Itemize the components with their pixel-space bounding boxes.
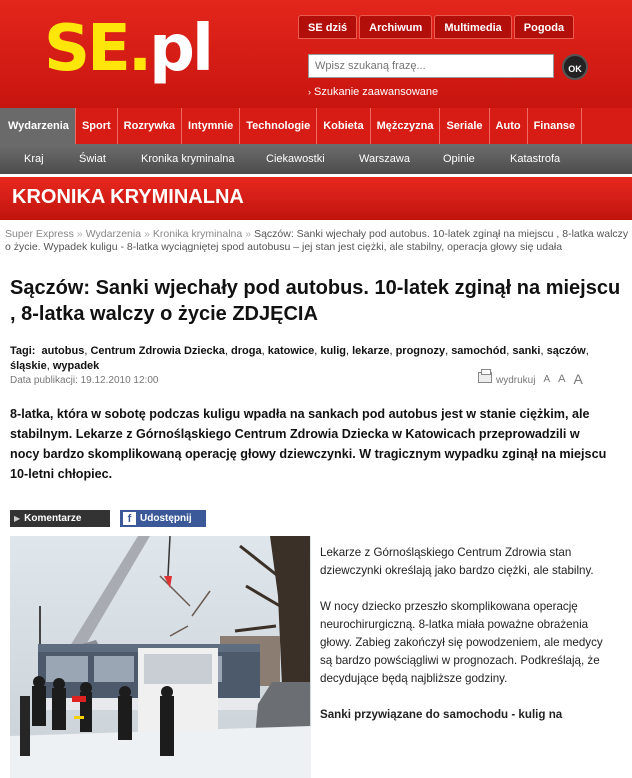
logo-pl: pl (149, 12, 211, 86)
site-header (0, 0, 632, 108)
nav-item-intymnie[interactable]: Intymnie (182, 108, 240, 144)
nav-item-finanse[interactable]: Finanse (528, 108, 583, 144)
publication-date: Data publikacji: 19.12.2010 12:00 (10, 375, 159, 386)
subnav-item-kraj[interactable]: Kraj (24, 153, 44, 165)
tag-link[interactable]: lekarze (352, 345, 390, 357)
tag-link[interactable]: samochód (451, 345, 507, 357)
share-label: Udostępnij (140, 513, 192, 524)
subnav-item-kronika-kryminalna[interactable]: Kronika kryminalna (141, 153, 235, 165)
facebook-icon: f (123, 512, 136, 525)
print-link[interactable] (478, 372, 535, 386)
top-nav (298, 15, 574, 39)
top-link-multimedia[interactable]: Multimedia (434, 15, 511, 39)
search-input[interactable] (308, 54, 554, 78)
print-label: wydrukuj (496, 375, 536, 386)
breadcrumb-separator: » (245, 228, 252, 240)
chevron-right-icon: › (308, 87, 311, 97)
article-photo[interactable] (10, 536, 311, 778)
top-link-se-dzis[interactable]: SE dziś (298, 15, 357, 39)
body-paragraph: Lekarze z Górnośląskiego Centrum Zdrowia stan dziewczynki określają jako bardzo ciężki, ale stabilny. (320, 546, 594, 577)
tag-link[interactable]: sączów (546, 345, 586, 357)
article-lead: 8-latka, która w sobotę podczas kuligu wpadła na sankach pod autobus jest w stanie ciężkim, ale stabilnym. Lekarze z Górnośląskiego Centrum Zdrowia Dziecka w Katowicach przeprowadzili w nocy bardzo skomplikowaną operację głowy dziewczynki. W tragicznym wypadku zginął na miejscu 10-letni chłopiec. (10, 407, 607, 481)
subnav-item-ciekawostki[interactable]: Ciekawostki (266, 153, 325, 165)
top-link-pogoda[interactable]: Pogoda (514, 15, 574, 39)
printer-icon (478, 372, 492, 383)
breadcrumb-item-wydarzenia[interactable]: Wydarzenia (85, 228, 142, 240)
article-photo-image (10, 536, 311, 778)
tag-link[interactable]: śląskie (10, 360, 47, 372)
nav-item-rozrywka[interactable]: Rozrywka (118, 108, 182, 144)
breadcrumb-current: Sączów: Sanki wjechały pod autobus. 10-latek zginął na miejscu , 8-latka walczy o życie. Wypadek kuligu - 8-latka wyciągniętej spod autobusu – jej stan jest ciężki, ale stabilny, operacja głowy się udała (5, 228, 629, 253)
body-paragraph: W nocy dziecko przeszło skomplikowana operację neurochirurgiczną. 8-latka miała poważne obrażenia głowy. Zabieg zakończył się powodzeniem, ale medycy są bardzo powściągliwi w prognozach. Podkreślają, że decydujące będą najbliższe godziny. (320, 600, 603, 685)
section-banner (0, 174, 632, 220)
nav-item-auto[interactable]: Auto (490, 108, 528, 144)
tag-link[interactable]: katowice (267, 345, 315, 357)
body-subheading: Sanki przywiązane do samochodu - kulig na (320, 708, 563, 721)
nav-item-mezczyzna[interactable]: Mężczyzna (371, 108, 441, 144)
comments-button[interactable] (10, 510, 110, 527)
tag-link[interactable]: wypadek (52, 360, 100, 372)
advanced-search-label: Szukanie zaawansowane (314, 86, 439, 98)
breadcrumb-separator: » (76, 228, 83, 240)
article-body (320, 544, 616, 742)
article-tools (478, 371, 583, 387)
article-content (0, 220, 632, 778)
play-icon: ▶ (14, 514, 21, 523)
site-logo[interactable] (44, 14, 211, 84)
tag-link[interactable]: droga (231, 345, 262, 357)
nav-item-wydarzenia[interactable]: Wydarzenia (0, 108, 76, 144)
subnav-item-warszawa[interactable]: Warszawa (359, 153, 410, 165)
facebook-share-button[interactable] (120, 510, 206, 527)
font-size-small-button[interactable]: A (543, 373, 551, 385)
tag-link[interactable]: kulig (320, 345, 346, 357)
breadcrumb (5, 228, 629, 254)
comments-label: Komentarze (24, 513, 82, 524)
sub-nav (0, 144, 632, 174)
breadcrumb-item-super-express[interactable]: Super Express (5, 228, 74, 240)
nav-item-sport[interactable]: Sport (76, 108, 118, 144)
tag-link[interactable]: sanki (512, 345, 541, 357)
top-link-archiwum[interactable]: Archiwum (359, 15, 432, 39)
tag-link[interactable]: prognozy (395, 345, 446, 357)
logo-se: SE (44, 12, 128, 86)
subnav-item-swiat[interactable]: Świat (79, 153, 106, 165)
breadcrumb-separator: » (144, 228, 150, 240)
article-headline: Sączów: Sanki wjechały pod autobus. 10-latek zginął na miejscu , 8-latka walczy o życie ZDJĘCIA (10, 277, 621, 325)
section-title: KRONIKA KRYMINALNA (12, 186, 244, 208)
breadcrumb-item-kronika-kryminalna[interactable]: Kronika kryminalna (152, 228, 243, 240)
nav-item-seriale[interactable]: Seriale (440, 108, 489, 144)
nav-item-kobieta[interactable]: Kobieta (317, 108, 370, 144)
nav-item-technologie[interactable]: Technologie (240, 108, 317, 144)
tags-label: Tagi: (10, 345, 36, 357)
font-size-large-button[interactable]: A (573, 371, 583, 387)
tag-link[interactable]: autobus (41, 345, 85, 357)
font-size-medium-button[interactable]: A (558, 373, 566, 385)
tag-link[interactable]: Centrum Zdrowia Dziecka (90, 345, 225, 357)
advanced-search-link[interactable] (308, 86, 438, 98)
subnav-item-opinie[interactable]: Opinie (443, 153, 475, 165)
subnav-item-katastrofa[interactable]: Katastrofa (510, 153, 561, 165)
main-nav (0, 108, 632, 144)
search-button[interactable]: OK (562, 54, 588, 80)
article-tags: Tagi: autobus, Centrum Zdrowia Dziecka, droga, katowice, kulig, lekarze, prognozy, samochód, sanki, sączów, śląskie, wypadek (10, 345, 589, 372)
logo-dot: . (127, 12, 150, 86)
